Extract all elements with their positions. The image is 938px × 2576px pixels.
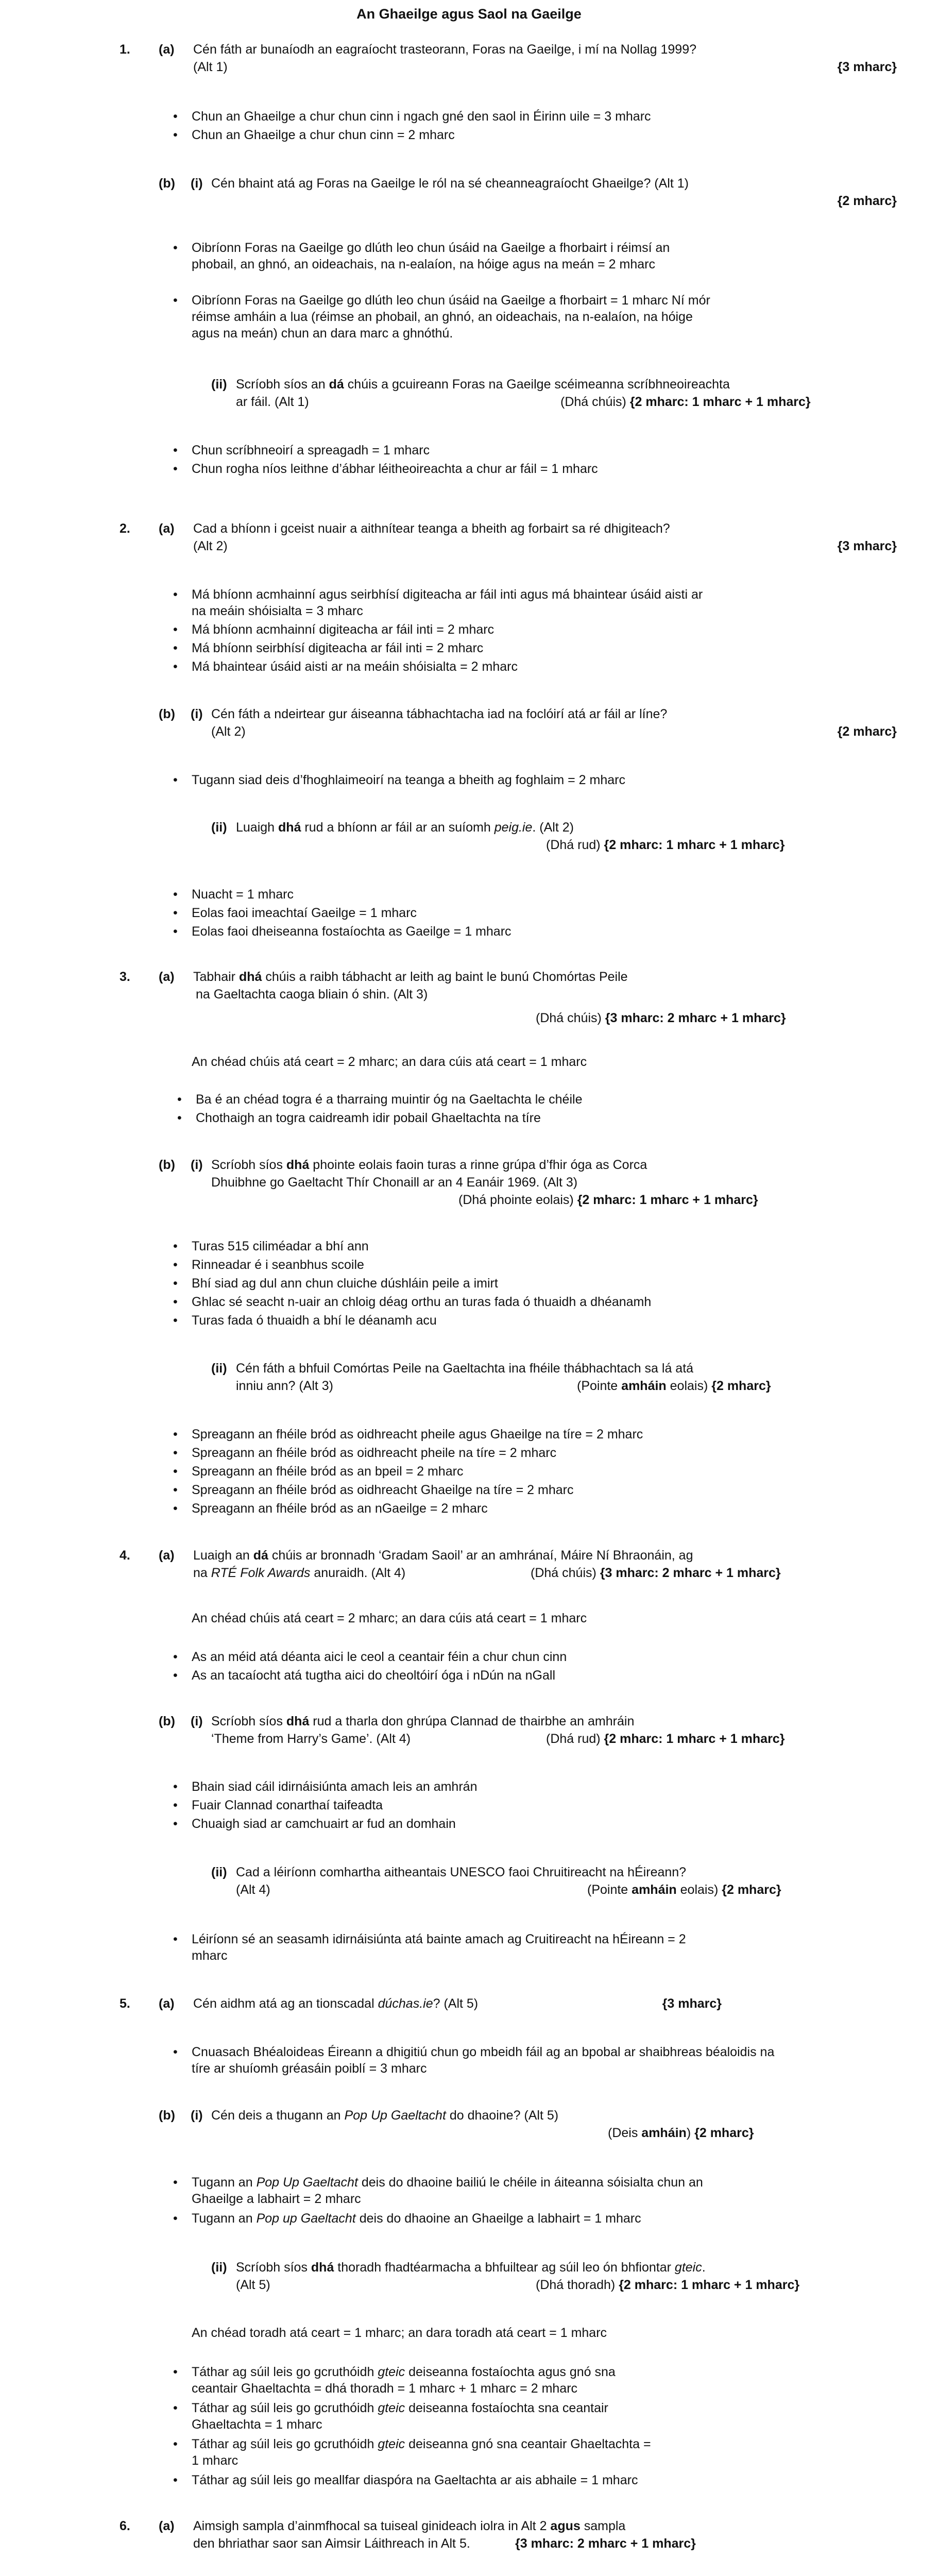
- q4bi-answer-1: • Bhain siad cáil idirnáisiúnta amach leis an amhrán: [192, 1778, 861, 1795]
- q2bi-label: (i): [191, 707, 203, 721]
- q5bi-answer-1: • Tugann an Pop Up Gaeltacht deis do dhaoine bailiú le chéile in áiteanna sóisialta chun an Ghaeilge a labhairt = 2 mharc: [192, 2174, 732, 2207]
- q1bi-answer-1: • Oibríonn Foras na Gaeilge go dlúth leo chun úsáid na Gaeilge a fhorbairt i réimsí an phobail, an ghnó, an oideachais, na n-ealaíon, na hóige agus na meán = 2 mharc: [192, 240, 707, 273]
- q3-number: 3.: [120, 970, 130, 984]
- q6a-marks: {3 mharc: 2 mharc + 1 mharc}: [515, 2536, 696, 2551]
- q2a-answer-1: • Má bhíonn acmhainní agus seirbhísí digiteacha ar fáil inti agus má bhaintear úsáid aisti ar na meáin shóisialta = 3 mharc: [192, 586, 707, 619]
- q3bii-label: (ii): [211, 1361, 227, 1376]
- q1bii-question-line1: Scríobh síos an dá chúis a gcuireann Foras na Gaeilge scéimeanna scríbhneoireachta: [236, 377, 730, 392]
- q1a-answer-2: • Chun an Ghaeilge a chur chun cinn = 2 mharc: [192, 127, 861, 143]
- q4bi-label: (i): [191, 1714, 203, 1728]
- q1bii-answer-1: • Chun scríbhneoirí a spreagadh = 1 mharc: [192, 442, 861, 459]
- q5bii-question-line2: (Alt 5): [236, 2278, 270, 2292]
- q3bii-question-line2: inniu ann? (Alt 3): [236, 1379, 334, 1393]
- q2bii-answer-1: • Nuacht = 1 mharc: [192, 886, 861, 903]
- q2bii-answer-3: • Eolas faoi dheiseanna fostaíochta as Gaeilge = 1 mharc: [192, 923, 861, 940]
- q2a-label: (a): [159, 521, 175, 536]
- q1b-label: (b): [159, 176, 175, 191]
- q3bii-marks: (Pointe amháin eolais) {2 mharc}: [577, 1379, 771, 1393]
- q3a-question-line2: na Gaeltachta caoga bliain ó shin. (Alt 3): [196, 987, 428, 1002]
- q3bii-answer-2: • Spreagann an fhéile bród as oidhreacht pheile na tíre = 2 mharc: [192, 1445, 861, 1461]
- q4a-note: An chéad chúis atá ceart = 2 mharc; an dara cúis atá ceart = 1 mharc: [192, 1611, 587, 1625]
- q5bii-answer-3: • Táthar ag súil leis go gcruthóidh gteic deiseanna gnó sna ceantair Ghaeltachta = 1 mharc: [192, 2436, 655, 2469]
- q2bi-marks: {2 mharc}: [837, 724, 897, 739]
- q1a-question-line2: (Alt 1): [193, 60, 228, 74]
- page-title: An Ghaeilge agus Saol na Gaeilge: [356, 6, 582, 22]
- q1bii-marks: (Dhá chúis) {2 mharc: 1 mharc + 1 mharc}: [560, 395, 811, 409]
- q4bi-marks: (Dhá rud) {2 mharc: 1 mharc + 1 mharc}: [546, 1732, 785, 1746]
- q4bii-question-line2: (Alt 4): [236, 1883, 270, 1897]
- q1bii-label: (ii): [211, 377, 227, 392]
- q4a-answer-2: • As an tacaíocht atá tugtha aici do cheoltóirí óga i nDún na nGall: [192, 1667, 861, 1684]
- q5a-answer: • Cnuasach Bhéaloideas Éireann a dhigitiú chun go mbeidh fáil ag an bpobal ar shaibhreas béaloidis na tíre ar shuíomh gréasáin poiblí = 3 mharc: [192, 2044, 789, 2077]
- q5bii-note: An chéad toradh atá ceart = 1 mharc; an dara toradh atá ceart = 1 mharc: [192, 2326, 607, 2340]
- q2a-question-line1: Cad a bhíonn i gceist nuair a aithnítear teanga a bheith ag forbairt sa ré dhigiteach?: [193, 521, 670, 536]
- q2-number: 2.: [120, 521, 130, 536]
- q3a-answer-1: • Ba é an chéad togra é a tharraing muintir óg na Gaeltachta le chéile: [196, 1091, 865, 1108]
- q5a-marks: {3 mharc}: [662, 1996, 722, 2011]
- q2a-answer-2: • Má bhíonn acmhainní digiteacha ar fáil inti = 2 mharc: [192, 621, 861, 638]
- q6a-label: (a): [159, 2519, 175, 2533]
- q2a-answer-4: • Má bhaintear úsáid aisti ar na meáin shóisialta = 2 mharc: [192, 658, 861, 675]
- q5b-label: (b): [159, 2108, 175, 2123]
- q3a-marks: (Dhá chúis) {3 mharc: 2 mharc + 1 mharc}: [536, 1011, 786, 1025]
- q3bi-question-line1: Scríobh síos dhá phointe eolais faoin turas a rinne grúpa d’fhir óga as Corca: [211, 1158, 647, 1172]
- q2bii-question: Luaigh dhá rud a bhíonn ar fáil ar an suíomh peig.ie. (Alt 2): [236, 820, 574, 835]
- q3bii-answer-3: • Spreagann an fhéile bród as an bpeil = 2 mharc: [192, 1463, 861, 1480]
- q5bi-marks: (Deis amháin) {2 mharc}: [608, 2126, 754, 2140]
- q5bi-question: Cén deis a thugann an Pop Up Gaeltacht do dhaoine? (Alt 5): [211, 2108, 559, 2123]
- q1a-question-line1: Cén fáth ar bunaíodh an eagraíocht trasteorann, Foras na Gaeilge, i mí na Nollag 1999?: [193, 42, 697, 57]
- q1bii-answer-2: • Chun rogha níos leithne d’ábhar léitheoireachta a chur ar fáil = 1 mharc: [192, 461, 861, 477]
- q4bii-label: (ii): [211, 1865, 227, 1879]
- q3bi-answer-1: • Turas 515 ciliméadar a bhí ann: [192, 1238, 861, 1255]
- q1a-answer-1: • Chun an Ghaeilge a chur chun cinn i ngach gné den saol in Éirinn uile = 3 mharc: [192, 108, 861, 125]
- q1a-label: (a): [159, 42, 175, 57]
- q2b-label: (b): [159, 707, 175, 721]
- q4a-marks: (Dhá chúis) {3 mharc: 2 mharc + 1 mharc}: [531, 1566, 781, 1580]
- q5bi-answer-2: • Tugann an Pop up Gaeltacht deis do dhaoine an Ghaeilge a labhairt = 1 mharc: [192, 2210, 861, 2227]
- q3a-answer-2: • Chothaigh an togra caidreamh idir pobail Ghaeltachta na tíre: [196, 1110, 865, 1126]
- q4b-label: (b): [159, 1714, 175, 1728]
- q3bi-question-line2: Dhuibhne go Gaeltacht Thír Chonaill ar an 4 Eanáir 1969. (Alt 3): [211, 1175, 578, 1190]
- q1bi-label: (i): [191, 176, 203, 191]
- q4a-label: (a): [159, 1548, 175, 1563]
- q3bi-answer-3: • Bhí siad ag dul ann chun cluiche dúshláin peile a imirt: [192, 1275, 861, 1292]
- q4bi-question-line2: ‘Theme from Harry’s Game’. (Alt 4): [211, 1732, 411, 1746]
- q3a-note: An chéad chúis atá ceart = 2 mharc; an dara cúis atá ceart = 1 mharc: [192, 1055, 587, 1069]
- q5a-question: Cén aidhm atá ag an tionscadal dúchas.ie? (Alt 5): [193, 1996, 479, 2011]
- q1a-marks: {3 mharc}: [837, 60, 897, 74]
- q3bi-marks: (Dhá phointe eolais) {2 mharc: 1 mharc + 1 mharc}: [458, 1193, 758, 1207]
- q3b-label: (b): [159, 1158, 175, 1172]
- q5a-label: (a): [159, 1996, 175, 2011]
- q4bi-answer-2: • Fuair Clannad conarthaí taifeadta: [192, 1797, 861, 1814]
- q3bii-question-line1: Cén fáth a bhfuil Comórtas Peile na Gaeltachta ina fhéile thábhachtach sa lá atá: [236, 1361, 694, 1376]
- q3bi-answer-2: • Rinneadar é i seanbhus scoile: [192, 1257, 861, 1273]
- q3bi-label: (i): [191, 1158, 203, 1172]
- q4bii-question-line1: Cad a léiríonn comhartha aitheantais UNESCO faoi Chruitireacht na hÉireann?: [236, 1865, 687, 1879]
- q4bii-marks: (Pointe amháin eolais) {2 mharc}: [587, 1883, 781, 1897]
- q1bi-answer-2: • Oibríonn Foras na Gaeilge go dlúth leo chun úsáid na Gaeilge a fhorbairt = 1 mharc Ní mór réimse amháin a lua (réimse an phobail, an ghnó, an oideachais, na n-ealaíon, na hóige agus na meán) chun an dara marc a ghnóthú.: [192, 292, 717, 342]
- q5bii-answer-2: • Táthar ag súil leis go gcruthóidh gteic deiseanna fostaíochta sna ceantair Ghaeltachta = 1 mharc: [192, 2400, 655, 2433]
- q2bii-marks: (Dhá rud) {2 mharc: 1 mharc + 1 mharc}: [546, 838, 785, 852]
- q2bii-answer-2: • Eolas faoi imeachtaí Gaeilge = 1 mharc: [192, 905, 861, 921]
- q4-number: 4.: [120, 1548, 130, 1563]
- q6a-question-line2: den bhriathar saor san Aimsir Láithreach in Alt 5.: [193, 2536, 470, 2551]
- q5bii-label: (ii): [211, 2260, 227, 2275]
- q6a-question-line1: Aimsigh sampla d’ainmfhocal sa tuiseal ginideach iolra in Alt 2 agus sampla: [193, 2519, 626, 2533]
- q5bi-label: (i): [191, 2108, 203, 2123]
- q2a-marks: {3 mharc}: [837, 539, 897, 553]
- q4a-question-line2: na RTÉ Folk Awards anuraidh. (Alt 4): [193, 1566, 406, 1580]
- q3bi-answer-4: • Ghlac sé seacht n-uair an chloig déag orthu an turas fada ó thuaidh a dhéanamh: [192, 1294, 861, 1310]
- q3bii-answer-5: • Spreagann an fhéile bród as an nGaeilge = 2 mharc: [192, 1500, 861, 1517]
- q1-number: 1.: [120, 42, 130, 57]
- q5bii-answer-4: • Táthar ag súil leis go meallfar diaspóra na Gaeltachta ar ais abhaile = 1 mharc: [192, 2472, 861, 2488]
- q2bi-question-line2: (Alt 2): [211, 724, 246, 739]
- q3bii-answer-1: • Spreagann an fhéile bród as oidhreacht pheile agus Ghaeilge na tíre = 2 mharc: [192, 1426, 861, 1443]
- q5bii-marks: (Dhá thoradh) {2 mharc: 1 mharc + 1 mharc}: [536, 2278, 800, 2292]
- q2bi-question-line1: Cén fáth a ndeirtear gur áiseanna tábhachtacha iad na foclóirí atá ar fáil ar líne?: [211, 707, 668, 721]
- q2bi-answer: • Tugann siad deis d’fhoghlaimeoirí na teanga a bheith ag foghlaim = 2 mharc: [192, 772, 861, 788]
- q3a-question-line1: Tabhair dhá chúis a raibh tábhacht ar leith ag baint le bunú Chomórtas Peile: [193, 970, 628, 984]
- q4a-answer-1: • As an méid atá déanta aici le ceol a ceantair féin a chur chun cinn: [192, 1649, 861, 1665]
- q3bi-answer-5: • Turas fada ó thuaidh a bhí le déanamh acu: [192, 1312, 861, 1329]
- q6-number: 6.: [120, 2519, 130, 2533]
- q4bii-answer: • Léiríonn sé an seasamh idirnáisiúnta atá bainte amach ag Cruitireacht na hÉireann = 2 mharc: [192, 1931, 712, 1964]
- q4bi-question-line1: Scríobh síos dhá rud a tharla don ghrúpa Clannad de thairbhe an amhráin: [211, 1714, 635, 1728]
- q4a-question-line1: Luaigh an dá chúis ar bronnadh ‘Gradam Saoil’ ar an amhránaí, Máire Ní Bhraonáin, ag: [193, 1548, 693, 1563]
- q1bii-question-line2: ar fáil. (Alt 1): [236, 395, 309, 409]
- q2a-question-line2: (Alt 2): [193, 539, 228, 553]
- q3a-label: (a): [159, 970, 175, 984]
- q5bii-answer-1: • Táthar ag súil leis go gcruthóidh gteic deiseanna fostaíochta agus gnó sna ceantair Ghaeltachta = dhá thoradh = 1 mharc + 1 mharc = 2 mharc: [192, 2364, 655, 2397]
- q1bi-question: Cén bhaint atá ag Foras na Gaeilge le ról na sé cheanneagraíocht Ghaeilge? (Alt 1): [211, 176, 689, 191]
- q5bii-question-line1: Scríobh síos dhá thoradh fhadtéarmacha a bhfuiltear ag súil leo ón bhfiontar gteic.: [236, 2260, 706, 2275]
- q5-number: 5.: [120, 1996, 130, 2011]
- q2a-answer-3: • Má bhíonn seirbhísí digiteacha ar fáil inti = 2 mharc: [192, 640, 861, 656]
- q2bii-label: (ii): [211, 820, 227, 835]
- q4bi-answer-3: • Chuaigh siad ar camchuairt ar fud an domhain: [192, 1816, 861, 1832]
- q1bi-marks: {2 mharc}: [837, 194, 897, 208]
- q3bii-answer-4: • Spreagann an fhéile bród as oidhreacht Ghaeilge na tíre = 2 mharc: [192, 1482, 861, 1498]
